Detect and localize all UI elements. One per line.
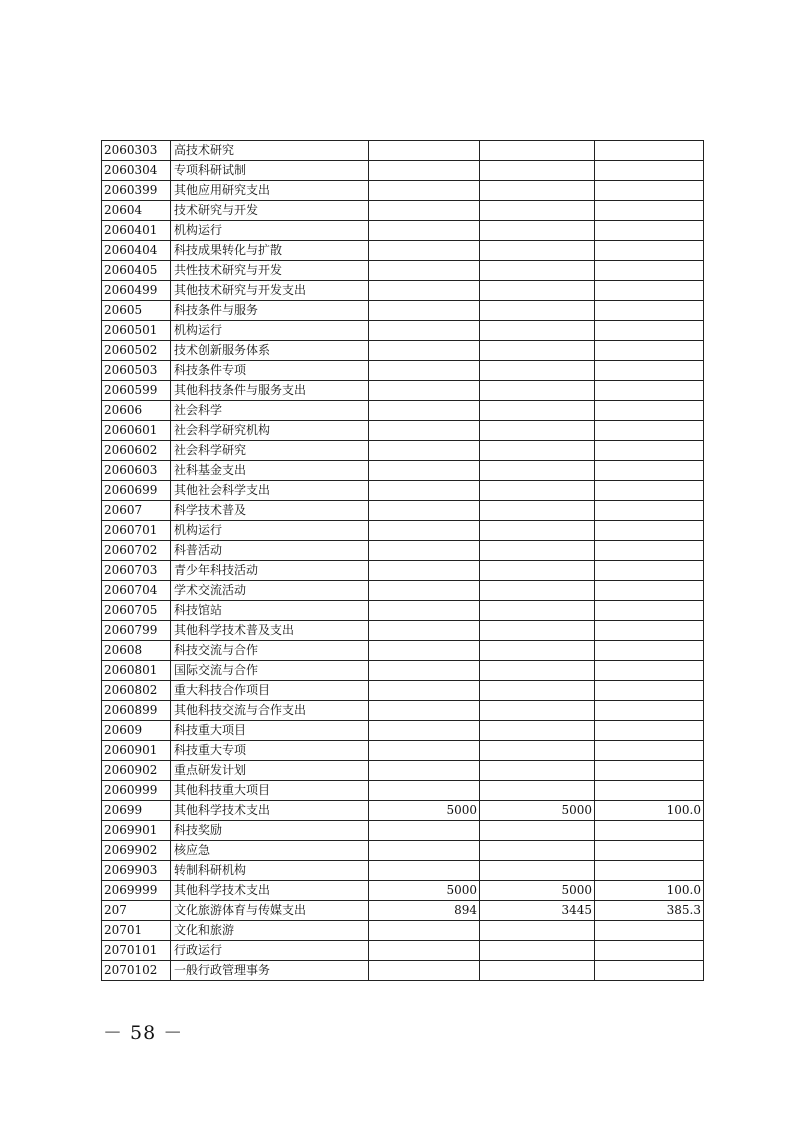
table-row (102, 881, 704, 901)
ratio-cell (595, 961, 704, 981)
ratio-cell (595, 341, 704, 361)
table-row (102, 421, 704, 441)
subject-code-cell: 2060704 (102, 581, 171, 601)
amount-cell-1 (369, 301, 480, 321)
subject-name-cell: 科技成果转化与扩散 (171, 241, 369, 261)
subject-code-cell: 2060703 (102, 561, 171, 581)
subject-code-cell: 2060599 (102, 381, 171, 401)
table-row (102, 281, 704, 301)
subject-name-cell: 其他技术研究与开发支出 (171, 281, 369, 301)
amount-cell-1 (369, 761, 480, 781)
amount-cell-1 (369, 481, 480, 501)
subject-name-cell: 重大科技合作项目 (171, 681, 369, 701)
amount-cell-1 (369, 201, 480, 221)
subject-code-cell: 20699 (102, 801, 171, 821)
ratio-cell (595, 681, 704, 701)
amount-cell-1 (369, 501, 480, 521)
amount-cell-2 (480, 601, 595, 621)
subject-code-cell: 2060601 (102, 421, 171, 441)
subject-name-cell: 科学技术普及 (171, 501, 369, 521)
amount-cell-2 (480, 861, 595, 881)
ratio-cell (595, 561, 704, 581)
amount-cell-2 (480, 521, 595, 541)
subject-code-cell: 2060801 (102, 661, 171, 681)
amount-cell-1 (369, 441, 480, 461)
amount-cell-2 (480, 821, 595, 841)
amount-cell-2 (480, 561, 595, 581)
amount-cell-1 (369, 741, 480, 761)
subject-code-cell: 2060902 (102, 761, 171, 781)
subject-code-cell: 20606 (102, 401, 171, 421)
amount-cell-1 (369, 541, 480, 561)
subject-name-cell: 其他社会科学支出 (171, 481, 369, 501)
subject-name-cell: 其他科学技术支出 (171, 801, 369, 821)
amount-cell-1 (369, 461, 480, 481)
table-row (102, 481, 704, 501)
amount-cell-2 (480, 181, 595, 201)
amount-cell-1 (369, 821, 480, 841)
ratio-cell (595, 661, 704, 681)
table-row (102, 441, 704, 461)
ratio-cell (595, 621, 704, 641)
subject-code-cell: 2060501 (102, 321, 171, 341)
amount-cell-1 (369, 721, 480, 741)
subject-code-cell: 207 (102, 901, 171, 921)
subject-name-cell: 科技条件专项 (171, 361, 369, 381)
table-row (102, 201, 704, 221)
ratio-cell: 385.3 (595, 901, 704, 921)
amount-cell-1 (369, 421, 480, 441)
subject-code-cell: 2070102 (102, 961, 171, 981)
ratio-cell (595, 381, 704, 401)
subject-code-cell: 2060303 (102, 141, 171, 161)
amount-cell-2 (480, 481, 595, 501)
amount-cell-2 (480, 301, 595, 321)
amount-cell-2 (480, 841, 595, 861)
table-row (102, 521, 704, 541)
subject-name-cell: 其他科学技术普及支出 (171, 621, 369, 641)
table-row (102, 901, 704, 921)
ratio-cell (595, 461, 704, 481)
amount-cell-1 (369, 401, 480, 421)
subject-code-cell: 20609 (102, 721, 171, 741)
subject-name-cell: 重点研发计划 (171, 761, 369, 781)
subject-code-cell: 20605 (102, 301, 171, 321)
ratio-cell (595, 861, 704, 881)
subject-code-cell: 20604 (102, 201, 171, 221)
subject-name-cell: 其他科学技术支出 (171, 881, 369, 901)
ratio-cell (595, 301, 704, 321)
table-row (102, 801, 704, 821)
subject-name-cell: 科技馆站 (171, 601, 369, 621)
amount-cell-2 (480, 621, 595, 641)
amount-cell-1 (369, 961, 480, 981)
subject-code-cell: 2060799 (102, 621, 171, 641)
table-row (102, 321, 704, 341)
subject-name-cell: 科技重大专项 (171, 741, 369, 761)
budget-table (101, 140, 704, 981)
subject-name-cell: 科技条件与服务 (171, 301, 369, 321)
subject-name-cell: 技术研究与开发 (171, 201, 369, 221)
subject-name-cell: 社会科学 (171, 401, 369, 421)
subject-code-cell: 2060701 (102, 521, 171, 541)
subject-code-cell: 2060603 (102, 461, 171, 481)
ratio-cell (595, 221, 704, 241)
subject-name-cell: 机构运行 (171, 521, 369, 541)
ratio-cell (595, 761, 704, 781)
subject-name-cell: 共性技术研究与开发 (171, 261, 369, 281)
subject-code-cell: 2060401 (102, 221, 171, 241)
ratio-cell (595, 441, 704, 461)
subject-name-cell: 技术创新服务体系 (171, 341, 369, 361)
subject-code-cell: 2060702 (102, 541, 171, 561)
table-row (102, 221, 704, 241)
table-row (102, 821, 704, 841)
ratio-cell (595, 501, 704, 521)
amount-cell-1 (369, 941, 480, 961)
subject-name-cell: 其他科技重大项目 (171, 781, 369, 801)
amount-cell-1 (369, 681, 480, 701)
subject-name-cell: 一般行政管理事务 (171, 961, 369, 981)
amount-cell-2 (480, 421, 595, 441)
table-row (102, 701, 704, 721)
subject-name-cell: 科普活动 (171, 541, 369, 561)
amount-cell-2 (480, 441, 595, 461)
amount-cell-2 (480, 921, 595, 941)
subject-name-cell: 高技术研究 (171, 141, 369, 161)
table-row (102, 241, 704, 261)
amount-cell-1 (369, 561, 480, 581)
ratio-cell (595, 361, 704, 381)
subject-code-cell: 2070101 (102, 941, 171, 961)
ratio-cell (595, 701, 704, 721)
amount-cell-1 (369, 781, 480, 801)
amount-cell-2 (480, 961, 595, 981)
amount-cell-2 (480, 381, 595, 401)
amount-cell-1 (369, 521, 480, 541)
amount-cell-1 (369, 661, 480, 681)
amount-cell-1 (369, 641, 480, 661)
subject-name-cell: 机构运行 (171, 221, 369, 241)
table-row (102, 961, 704, 981)
subject-code-cell: 2060499 (102, 281, 171, 301)
amount-cell-2 (480, 321, 595, 341)
amount-cell-1 (369, 581, 480, 601)
amount-cell-2 (480, 641, 595, 661)
subject-name-cell: 文化和旅游 (171, 921, 369, 941)
ratio-cell (595, 741, 704, 761)
amount-cell-2 (480, 761, 595, 781)
table-row (102, 161, 704, 181)
amount-cell-1 (369, 621, 480, 641)
table-row (102, 461, 704, 481)
amount-cell-2 (480, 701, 595, 721)
table-row (102, 661, 704, 681)
amount-cell-1 (369, 181, 480, 201)
amount-cell-1 (369, 861, 480, 881)
amount-cell-2 (480, 721, 595, 741)
amount-cell-2 (480, 781, 595, 801)
subject-code-cell: 2060399 (102, 181, 171, 201)
table-row (102, 401, 704, 421)
ratio-cell (595, 421, 704, 441)
ratio-cell (595, 321, 704, 341)
amount-cell-2 (480, 361, 595, 381)
ratio-cell (595, 161, 704, 181)
ratio-cell (595, 821, 704, 841)
amount-cell-1 (369, 701, 480, 721)
amount-cell-2 (480, 261, 595, 281)
subject-code-cell: 2060802 (102, 681, 171, 701)
amount-cell-2 (480, 141, 595, 161)
ratio-cell (595, 721, 704, 741)
amount-cell-2 (480, 281, 595, 301)
page-number: － 58 － (103, 1022, 184, 1044)
subject-code-cell: 2060502 (102, 341, 171, 361)
table-row (102, 361, 704, 381)
amount-cell-1 (369, 341, 480, 361)
ratio-cell (595, 601, 704, 621)
amount-cell-1 (369, 841, 480, 861)
amount-cell-1: 894 (369, 901, 480, 921)
subject-name-cell: 其他科技交流与合作支出 (171, 701, 369, 721)
subject-name-cell: 科技奖励 (171, 821, 369, 841)
ratio-cell (595, 201, 704, 221)
subject-code-cell: 2069999 (102, 881, 171, 901)
subject-code-cell: 2069902 (102, 841, 171, 861)
amount-cell-2 (480, 541, 595, 561)
table-row (102, 181, 704, 201)
ratio-cell: 100.0 (595, 881, 704, 901)
table-row (102, 381, 704, 401)
subject-code-cell: 20701 (102, 921, 171, 941)
table-row (102, 681, 704, 701)
subject-name-cell: 专项科研试制 (171, 161, 369, 181)
table-row (102, 301, 704, 321)
subject-code-cell: 2060404 (102, 241, 171, 261)
table-row (102, 621, 704, 641)
amount-cell-1 (369, 281, 480, 301)
amount-cell-1 (369, 141, 480, 161)
subject-name-cell: 其他应用研究支出 (171, 181, 369, 201)
ratio-cell (595, 141, 704, 161)
subject-code-cell: 2060405 (102, 261, 171, 281)
amount-cell-2 (480, 941, 595, 961)
subject-code-cell: 20608 (102, 641, 171, 661)
subject-code-cell: 2060901 (102, 741, 171, 761)
subject-code-cell: 2060999 (102, 781, 171, 801)
ratio-cell (595, 261, 704, 281)
amount-cell-2: 3445 (480, 901, 595, 921)
subject-name-cell: 其他科技条件与服务支出 (171, 381, 369, 401)
table-row (102, 541, 704, 561)
amount-cell-2 (480, 201, 595, 221)
amount-cell-2 (480, 681, 595, 701)
amount-cell-1 (369, 921, 480, 941)
table-row (102, 581, 704, 601)
subject-code-cell: 2069901 (102, 821, 171, 841)
ratio-cell (595, 281, 704, 301)
amount-cell-2 (480, 661, 595, 681)
amount-cell-1 (369, 241, 480, 261)
amount-cell-1 (369, 161, 480, 181)
table-row (102, 861, 704, 881)
table-row (102, 641, 704, 661)
amount-cell-1 (369, 321, 480, 341)
ratio-cell (595, 521, 704, 541)
amount-cell-2 (480, 341, 595, 361)
ratio-cell (595, 941, 704, 961)
amount-cell-2: 5000 (480, 801, 595, 821)
subject-code-cell: 2060705 (102, 601, 171, 621)
subject-code-cell: 2060304 (102, 161, 171, 181)
amount-cell-1 (369, 361, 480, 381)
ratio-cell (595, 641, 704, 661)
subject-name-cell: 国际交流与合作 (171, 661, 369, 681)
subject-name-cell: 核应急 (171, 841, 369, 861)
subject-code-cell: 2069903 (102, 861, 171, 881)
table-row (102, 601, 704, 621)
amount-cell-2 (480, 461, 595, 481)
table-row (102, 941, 704, 961)
table-row (102, 501, 704, 521)
ratio-cell (595, 841, 704, 861)
subject-name-cell: 机构运行 (171, 321, 369, 341)
budget-table-body (102, 141, 704, 981)
ratio-cell (595, 781, 704, 801)
amount-cell-1 (369, 261, 480, 281)
ratio-cell (595, 181, 704, 201)
ratio-cell (595, 481, 704, 501)
table-row (102, 141, 704, 161)
amount-cell-2 (480, 741, 595, 761)
table-row (102, 341, 704, 361)
subject-name-cell: 社会科学研究 (171, 441, 369, 461)
amount-cell-2: 5000 (480, 881, 595, 901)
amount-cell-1 (369, 381, 480, 401)
subject-name-cell: 文化旅游体育与传媒支出 (171, 901, 369, 921)
subject-name-cell: 社会科学研究机构 (171, 421, 369, 441)
table-row (102, 921, 704, 941)
amount-cell-2 (480, 401, 595, 421)
amount-cell-2 (480, 241, 595, 261)
table-row (102, 721, 704, 741)
amount-cell-1 (369, 601, 480, 621)
table-row (102, 741, 704, 761)
ratio-cell: 100.0 (595, 801, 704, 821)
amount-cell-2 (480, 161, 595, 181)
subject-name-cell: 科技重大项目 (171, 721, 369, 741)
subject-name-cell: 青少年科技活动 (171, 561, 369, 581)
amount-cell-1: 5000 (369, 881, 480, 901)
amount-cell-1: 5000 (369, 801, 480, 821)
amount-cell-2 (480, 221, 595, 241)
table-row (102, 561, 704, 581)
subject-name-cell: 行政运行 (171, 941, 369, 961)
subject-name-cell: 科技交流与合作 (171, 641, 369, 661)
subject-name-cell: 学术交流活动 (171, 581, 369, 601)
table-row (102, 781, 704, 801)
ratio-cell (595, 401, 704, 421)
subject-code-cell: 20607 (102, 501, 171, 521)
ratio-cell (595, 541, 704, 561)
amount-cell-1 (369, 221, 480, 241)
subject-code-cell: 2060699 (102, 481, 171, 501)
amount-cell-2 (480, 581, 595, 601)
ratio-cell (595, 921, 704, 941)
subject-code-cell: 2060602 (102, 441, 171, 461)
subject-name-cell: 社科基金支出 (171, 461, 369, 481)
ratio-cell (595, 241, 704, 261)
subject-code-cell: 2060899 (102, 701, 171, 721)
subject-code-cell: 2060503 (102, 361, 171, 381)
table-row (102, 261, 704, 281)
ratio-cell (595, 581, 704, 601)
subject-name-cell: 转制科研机构 (171, 861, 369, 881)
table-row (102, 761, 704, 781)
table-row (102, 841, 704, 861)
amount-cell-2 (480, 501, 595, 521)
